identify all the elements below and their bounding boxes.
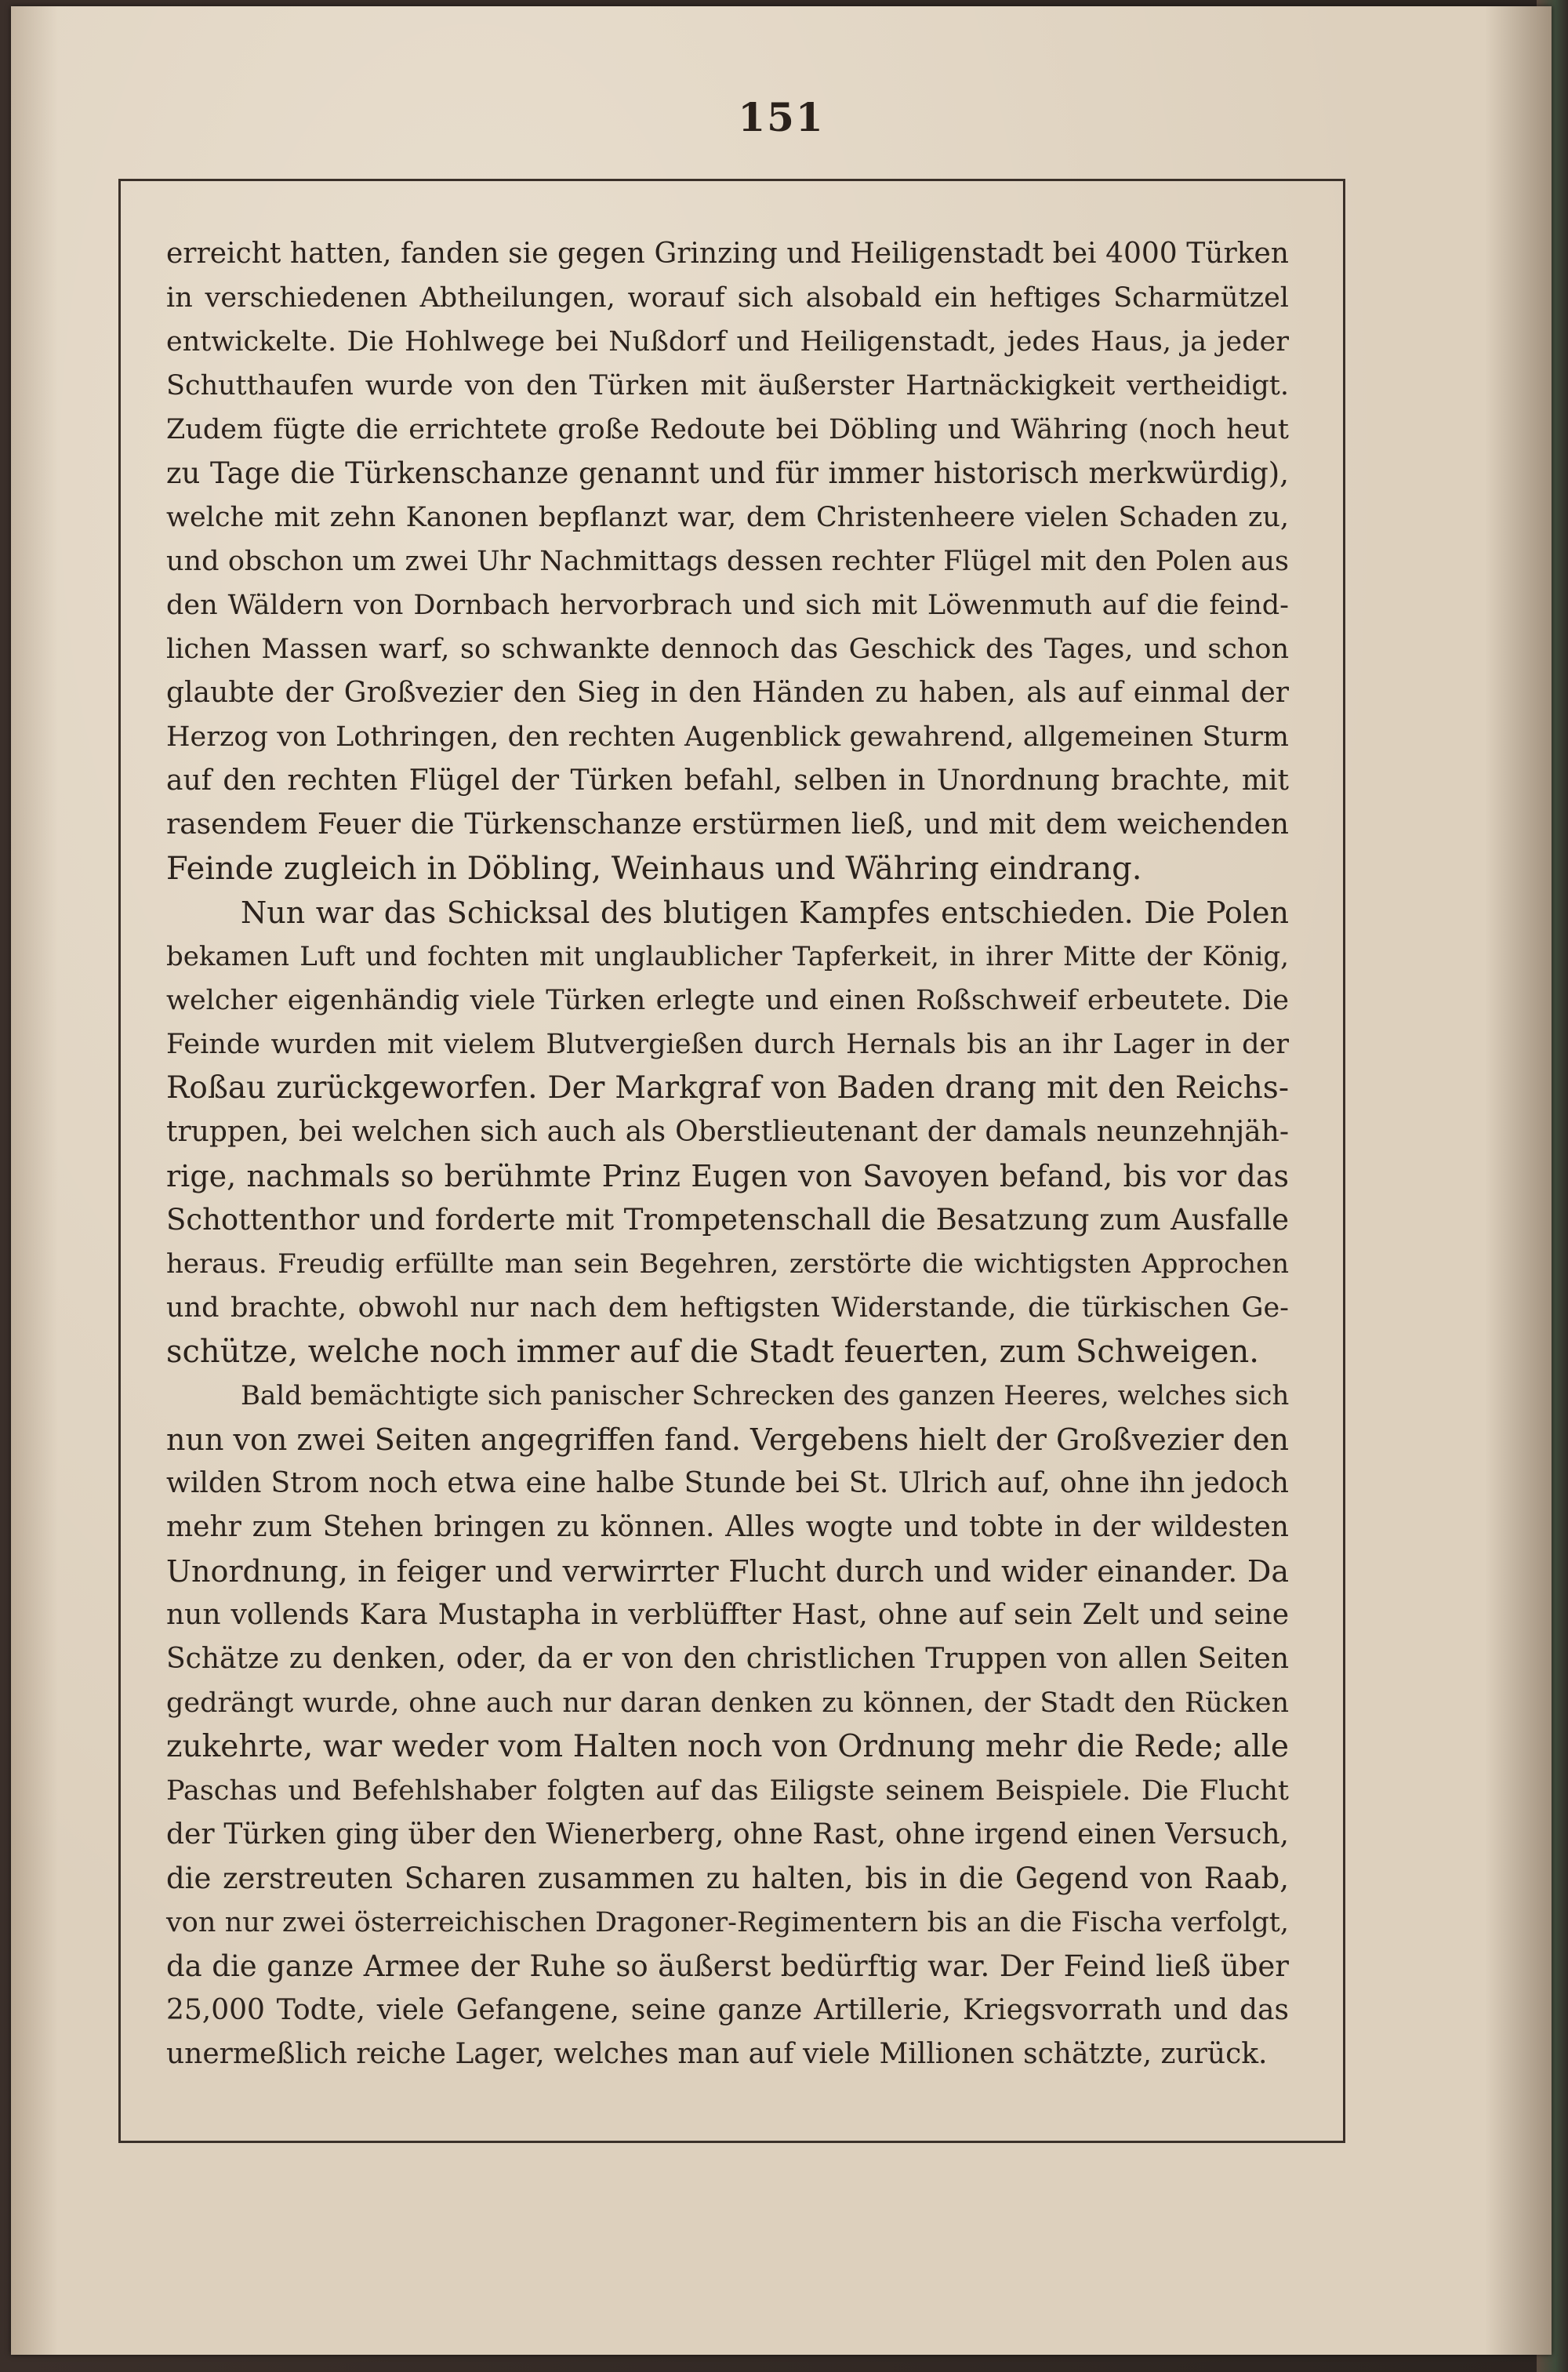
- text-line: lichen Massen warf, so schwankte dennoch das Geschick des Tages, und schon: [166, 634, 1289, 665]
- text-line: glaubte der Großvezier den Sieg in den Händen zu haben, als auf einmal der: [166, 677, 1289, 709]
- text-line: Roßau zurückgeworfen. Der Markgraf von Baden drang mit den Reichs-: [166, 1070, 1289, 1106]
- text-line: nun vollends Kara Mustapha in verblüffter Hast, ohne auf sein Zelt und seine: [166, 1599, 1289, 1631]
- text-line: da die ganze Armee der Ruhe so äußerst bedürftig war. Der Feind ließ über: [166, 1949, 1289, 1983]
- text-line: Schätze zu denken, oder, da er von den christlichen Truppen von allen Seiten: [166, 1643, 1289, 1675]
- text-line: die zerstreuten Scharen zusammen zu halten, bis in die Gegend von Raab,: [166, 1862, 1289, 1895]
- text-line: bekamen Luft und fochten mit unglaublicher Tapferkeit, in ihrer Mitte der König,: [166, 941, 1289, 972]
- text-line: unermeßlich reiche Lager, welches man auf viele Millionen schätzte, zurück.: [166, 2038, 1268, 2070]
- text-line: rasendem Feuer die Türkenschanze erstürmen ließ, und mit dem weichenden: [166, 808, 1289, 841]
- text-line: mehr zum Stehen bringen zu können. Alles wogte und tobte in der wildesten: [166, 1511, 1289, 1543]
- text-line: auf den rechten Flügel der Türken befahl, selben in Unordnung brachte, mit: [166, 765, 1289, 797]
- text-line: truppen, bei welchen sich auch als Oberstlieutenant der damals neunzehnjäh-: [166, 1116, 1289, 1148]
- text-line: und brachte, obwohl nur nach dem heftigsten Widerstande, die türkischen Ge-: [166, 1292, 1289, 1324]
- text-line: in verschiedenen Abtheilungen, worauf sich alsobald ein heftiges Scharmützel: [166, 282, 1289, 314]
- text-line: den Wäldern von Dornbach hervorbrach und sich mit Löwenmuth auf die feind-: [166, 590, 1289, 621]
- text-line: Paschas und Befehlshaber folgten auf das Eiligste seinem Beispiele. Die Flucht: [166, 1775, 1289, 1807]
- text-line: wilden Strom noch etwa eine halbe Stunde bei St. Ulrich auf, ohne ihn jedoch: [166, 1467, 1289, 1499]
- text-line: entwickelte. Die Hohlwege bei Nußdorf und Heiligenstadt, jedes Haus, ja jeder: [166, 326, 1289, 358]
- text-line: von nur zwei österreichischen Dragoner-Regimentern bis an die Fischa verfolgt,: [166, 1907, 1289, 1938]
- page-number: 151: [738, 94, 825, 140]
- text-line: Unordnung, in feiger und verwirrter Flucht durch und wider einander. Da: [166, 1554, 1289, 1589]
- text-line: Herzog von Lothringen, den rechten Augenblick gewahrend, allgemeinen Sturm: [166, 721, 1289, 753]
- text-line: rige, nachmals so berühmte Prinz Eugen von Savoyen befand, bis vor das: [166, 1159, 1289, 1193]
- text-line: Feinde zugleich in Döbling, Weinhaus und Währing eindrang.: [166, 851, 1142, 887]
- text-line: Feinde wurden mit vielem Blutvergießen durch Hernals bis an ihr Lager in der: [166, 1029, 1289, 1060]
- text-line: und obschon um zwei Uhr Nachmittags dessen rechter Flügel mit den Polen aus: [166, 546, 1289, 577]
- text-line: welche mit zehn Kanonen bepflanzt war, dem Christenheere vielen Schaden zu,: [166, 502, 1289, 533]
- text-line: Schottenthor und forderte mit Trompetenschall die Besatzung zum Ausfalle: [166, 1203, 1289, 1237]
- text-line: Zudem fügte die errichtete große Redoute bei Döbling und Währing (noch heut: [166, 414, 1289, 445]
- text-line: zu Tage die Türkenschanze genannt und für immer historisch merkwürdig),: [166, 456, 1289, 490]
- paragraph-3: [166, 1374, 1289, 2076]
- text-line: schütze, welche noch immer auf die Stadt feuerten, zum Schweigen.: [166, 1334, 1259, 1370]
- text-line: zukehrte, war weder vom Halten noch von Ordnung mehr die Rede; alle: [166, 1729, 1289, 1764]
- text-line: heraus. Freudig erfüllte man sein Begehren, zerstörte die wichtigsten Approchen: [166, 1248, 1289, 1280]
- text-line: Schutthaufen wurde von den Türken mit äußerster Hartnäckigkeit vertheidigt.: [166, 370, 1289, 401]
- paragraph-1: [166, 232, 1289, 891]
- text-line: nun von zwei Seiten angegriffen fand. Vergebens hielt der Großvezier den: [166, 1422, 1289, 1457]
- text-line: erreicht hatten, fanden sie gegen Grinzing und Heiligenstadt bei 4000 Türken: [166, 238, 1289, 270]
- text-line: 25,000 Todte, viele Gefangene, seine ganze Artillerie, Kriegsvorrath und das: [166, 1994, 1289, 2026]
- text-line: Bald bemächtigte sich panischer Schrecken des ganzen Heeres, welches sich: [241, 1380, 1290, 1411]
- paragraph-2: [166, 891, 1289, 1374]
- text-line: Nun war das Schicksal des blutigen Kampfes entschieden. Die Polen: [241, 895, 1289, 930]
- text-line: gedrängt wurde, ohne auch nur daran denken zu können, der Stadt den Rücken: [166, 1687, 1289, 1719]
- body-text: [166, 232, 1289, 2075]
- text-line: welcher eigenhändig viele Türken erlegte und einen Roßschweif erbeutete. Die: [166, 985, 1289, 1016]
- text-line: der Türken ging über den Wienerberg, ohne Rast, ohne irgend einen Versuch,: [166, 1818, 1289, 1851]
